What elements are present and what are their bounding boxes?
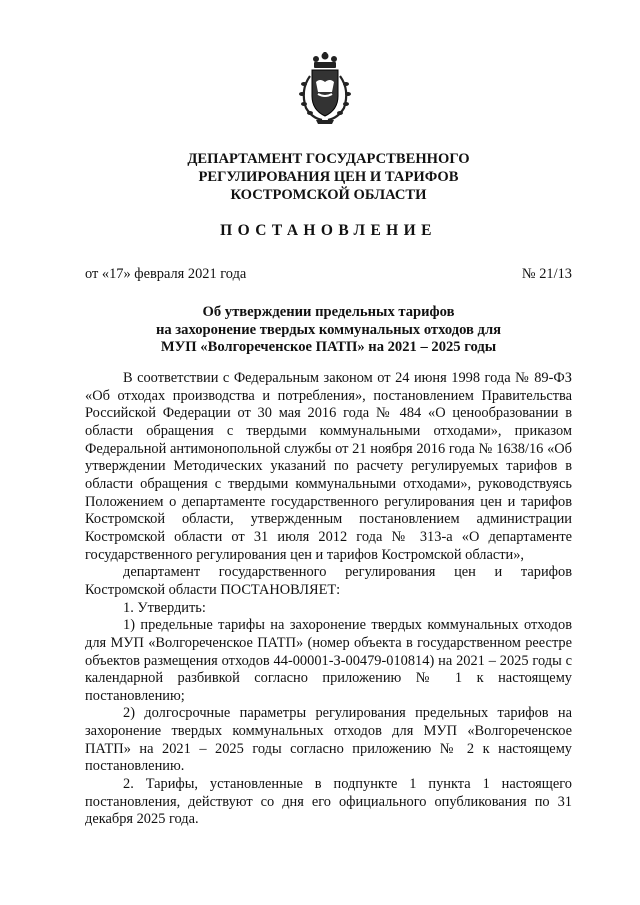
- department-line: РЕГУЛИРОВАНИЯ ЦЕН И ТАРИФОВ: [198, 169, 459, 185]
- document-number: № 21/13: [521, 266, 572, 282]
- document-kind: ПОСТАНОВЛЕНИЕ: [220, 222, 437, 239]
- title-line: МУП «Волгореченское ПАТП» на 2021 – 2025 годы: [160, 339, 497, 355]
- body-paragraph: 1) предельные тарифы на захоронение твердых коммунальных отходов для МУП «Волгореченское ПАТП» (номер объекта в государственном реестре объектов размещения отходов 44-00001-З-00479-010814) на 2021 – 2025 годы с календарной разбивкой согласно приложению № 1 к настоящему постановлению;: [85, 617, 572, 704]
- document-date: от «17» февраля 2021 года: [85, 266, 247, 282]
- body-paragraph: 2. Тарифы, установленные в подпункте 1 пункта 1 настоящего постановления, действуют со дня его официального опубликования по 31 декабря 2025 года.: [85, 776, 572, 828]
- body-paragraph: 2) долгосрочные параметры регулирования предельных тарифов на захоронение твердых коммунальных отходов для МУП «Волгореченское ПАТП» на 2021 – 2025 годы согласно приложению № 2 к настоящему постановлению.: [85, 705, 572, 775]
- department-line: КОСТРОМСКОЙ ОБЛАСТИ: [230, 187, 427, 203]
- title-line: Об утверждении предельных тарифов: [202, 304, 455, 320]
- department-name: [85, 150, 572, 204]
- body-paragraph: департамент государственного регулирования цен и тарифов Костромской области ПОСТАНОВЛЯЕТ:: [85, 564, 572, 598]
- coat-of-arms-icon: [296, 52, 354, 126]
- document-meta: [85, 266, 572, 283]
- body-paragraph: В соответствии с Федеральным законом от 24 июня 1998 года № 89-ФЗ «Об отходах производства и потребления», постановлением Правительства Российской Федерации от 30 мая 2016 года № 484 «О ценообразовании в области обращения с твердыми коммунальными отходами», приказом Федеральной антимонопольной службы от 21 ноября 2016 года № 1638/16 «Об утверждении Методических указаний по расчету регулируемых тарифов в области обращения с твердыми коммунальными отходами», руководствуясь Положением о департаменте государственного регулирования цен и тарифов Костромской области, утвержденным постановлением администрации Костромской области от 31 июля 2012 года № 313-а «О департаменте государственного регулирования цен и тарифов Костромской области»,: [85, 370, 572, 563]
- department-line: ДЕПАРТАМЕНТ ГОСУДАРСТВЕННОГО: [187, 151, 470, 167]
- document-body: [85, 370, 572, 829]
- title-line: на захоронение твердых коммунальных отходов для: [155, 321, 502, 338]
- body-paragraph: 1. Утвердить:: [123, 599, 206, 616]
- document-title: [85, 304, 572, 357]
